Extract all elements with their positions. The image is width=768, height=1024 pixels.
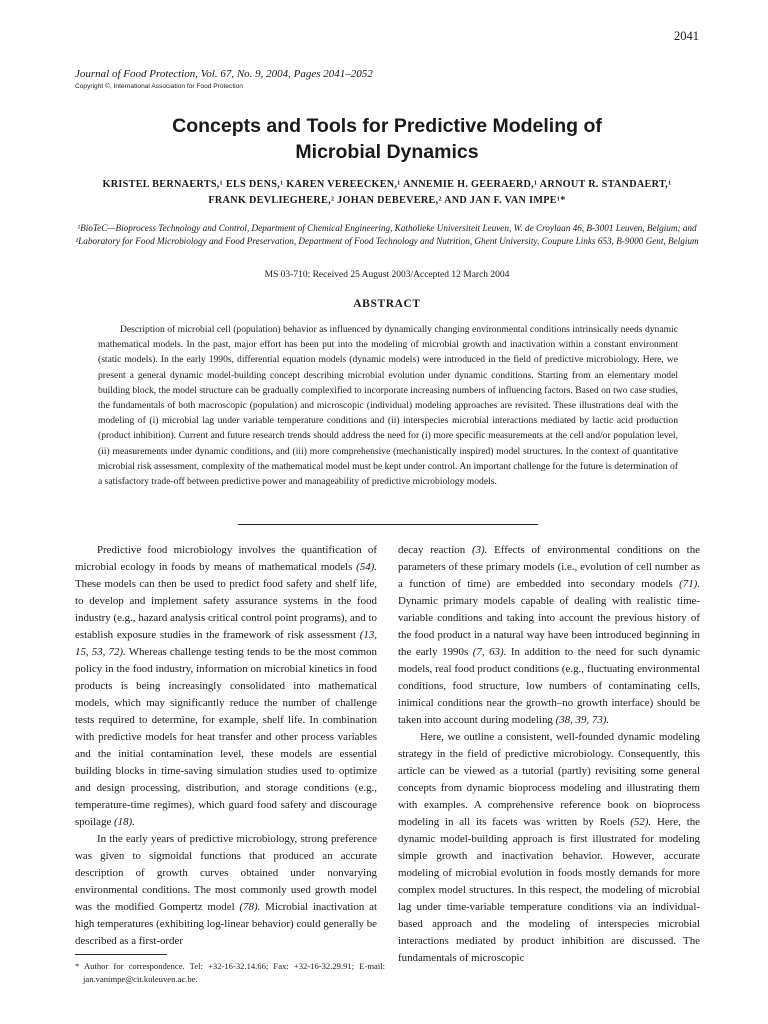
text-run: Microbial inactivation at high temperatures (exhibiting log-linear behavior) could generally be described as a first-order xyxy=(75,901,377,947)
manuscript-dates: MS 03-710: Received 25 August 2003/Accepted 12 March 2004 xyxy=(264,270,510,280)
intro-paragraph-2 xyxy=(75,831,377,950)
text-run: In the early years of predictive microbiology, strong preference was given to sigmoidal functions that produced an accurate description of growth curves obtained under nonvarying environmental conditions. The most commonly used growth model was the modified Gompertz model xyxy=(75,833,377,913)
intro-paragraph-1 xyxy=(75,542,377,831)
citation: (3). xyxy=(471,544,488,556)
text-run: Here, we outline a consistent, well-founded dynamic modeling strategy in the field of predictive microbiology. Consequently, this article can be viewed as a tutorial (partly) revisiting some general concepts from dynamic bioprocess modeling and illustrating them with examples. A comprehensive reference book on bioprocess modeling in all its facets was written by Roels xyxy=(398,731,700,828)
authors-line-1: KRISTEL BERNAERTS,¹ ELS DENS,¹ KAREN VEREECKEN,¹ ANNEMIE H. GEERAERD,¹ ARNOUT R. STANDAERT,¹ xyxy=(102,179,672,190)
citation: (54). xyxy=(356,561,377,573)
title-line-2: Microbial Dynamics xyxy=(295,141,479,163)
copyright-notice: Copyright ©, International Association for Food Protection xyxy=(75,83,243,90)
left-column xyxy=(75,542,377,950)
citation: (52). xyxy=(630,816,652,828)
authors-line-2: FRANK DEVLIEGHERE,² JOHAN DEBEVERE,² AND JAN F. VAN IMPE¹* xyxy=(208,195,566,206)
citation: (18). xyxy=(114,816,135,828)
citation: (78). xyxy=(239,901,261,913)
author-list xyxy=(60,177,714,209)
intro-paragraph-3 xyxy=(398,729,700,967)
correspondence-footnote: * Author for correspondence. Tel: +32-16-32.14.66; Fax: +32-16-32.29.91; E-mail: jan.vanimpe@cit.kuleuven.ac.be. xyxy=(75,961,385,984)
article-title xyxy=(75,113,699,165)
citation: (38, 39, 73). xyxy=(555,714,610,726)
text-run: Predictive food microbiology involves the quantification of microbial ecology in foods by means of mathematical models xyxy=(75,544,377,573)
section-divider xyxy=(238,524,538,525)
affiliations: ¹BioTeC—Bioprocess Technology and Control, Department of Chemical Engineering, Katholieke Universiteit Leuven, W. de Croylaan 46, B-3001 Leuven, Belgium; and ²Laboratory for Food Microbiology and Food Preservation, Department of Food Technology and Nutrition, Ghent University, Coupure Links 653, B-9000 Gent, Belgium xyxy=(75,223,699,247)
journal-citation: Journal of Food Protection, Vol. 67, No. 9, 2004, Pages 2041–2052 xyxy=(75,68,373,80)
text-run: These models can then be used to predict food safety and shelf life, to develop and implement safety assurance systems in the food industry (e.g., hazard analysis critical control point programs), and to establish exposure studies in the framework of risk assessment xyxy=(75,578,377,641)
abstract-heading: ABSTRACT xyxy=(353,298,421,310)
citation: (13, 15, 53, 72). xyxy=(75,629,377,658)
title-line-1: Concepts and Tools for Predictive Modeling of xyxy=(172,115,602,137)
text-run: decay reaction xyxy=(398,544,472,556)
citation: (7, 63). xyxy=(472,646,507,658)
citation: (71). xyxy=(679,578,700,590)
page-number: 2041 xyxy=(674,29,699,43)
text-run: Dynamic primary models capable of dealing with realistic time-variable conditions and taking into account the previous history of the food product in a natural way have been introduced beginning in the early 1990s xyxy=(398,595,700,658)
text-run: Here, the dynamic model-building approach is first illustrated for modeling simple growth and inactivation behavior. However, accurate modeling of microbial evolution in foods mostly demands for more complex model structures. In this respect, the modeling of microbial lag under time-variable temperature conditions via an individual-based approach and the modeling of interspecies microbial interactions mediated by product inhibition are discussed. The fundamentals of microscopic xyxy=(398,816,700,964)
footnote-divider xyxy=(75,954,167,955)
intro-paragraph-2-continued xyxy=(398,542,700,729)
text-run: Whereas challenge testing tends to be the most common policy in the food industry, information on microbial kinetics in food products is being increasingly consolidated into mathematical models, which may significantly reduce the number of challenge tests required to determine, for example, shelf life. In combination with predictive models for heat transfer and other process variables and the initial contamination level, these models are essential building blocks in time-saving simulation studies used to optimize and design processing, distribution, and storage conditions (e.g., temperature-time regimes), which guard food safety and discourage spoilage xyxy=(75,646,377,828)
abstract-text: Description of microbial cell (population) behavior as influenced by dynamically changing environmental conditions intrinsically needs dynamic mathematical models. In the past, major effort has been put into the modeling of microbial growth and inactivation within a constant environment (static models). In the early 1990s, differential equation models (dynamic models) were introduced in the field of predictive microbiology. Here, we present a general dynamic model-building concept describing microbial evolution under dynamic conditions. Starting from an elementary model building block, the model structure can be gradually complexified to incorporate increasing numbers of influencing factors. Based on two case studies, the fundamentals of both macroscopic (population) and microscopic (individual) modeling approaches are revisited. These illustrations deal with the modeling of (i) microbial lag under variable temperature conditions and (ii) interspecies microbial interactions mediated by lactic acid production (product inhibition). Current and future research trends should address the need for (i) more specific measurements at the cell and/or population level, (ii) measurements under dynamic conditions, and (iii) more comprehensive (mechanistically inspired) model structures. In the context of quantitative microbial risk assessment, complexity of the mathematical model must be kept under control. An important challenge for the future is determination of a satisfactory trade-off between predictive power and manageability of predictive microbiology models. xyxy=(98,324,678,488)
text-run: In addition to the need for such dynamic models, real food product conditions (e.g., fluctuating environmental conditions, food structure, low numbers of contaminating cells, inimical conditions near the growth–no growth interface) should be taken into account during modeling xyxy=(398,646,700,726)
right-column xyxy=(398,542,700,967)
text-run: Effects of environmental conditions on the parameters of these primary models (i.e., evolution of cell number as a function of time) are embedded into secondary models xyxy=(398,544,700,590)
